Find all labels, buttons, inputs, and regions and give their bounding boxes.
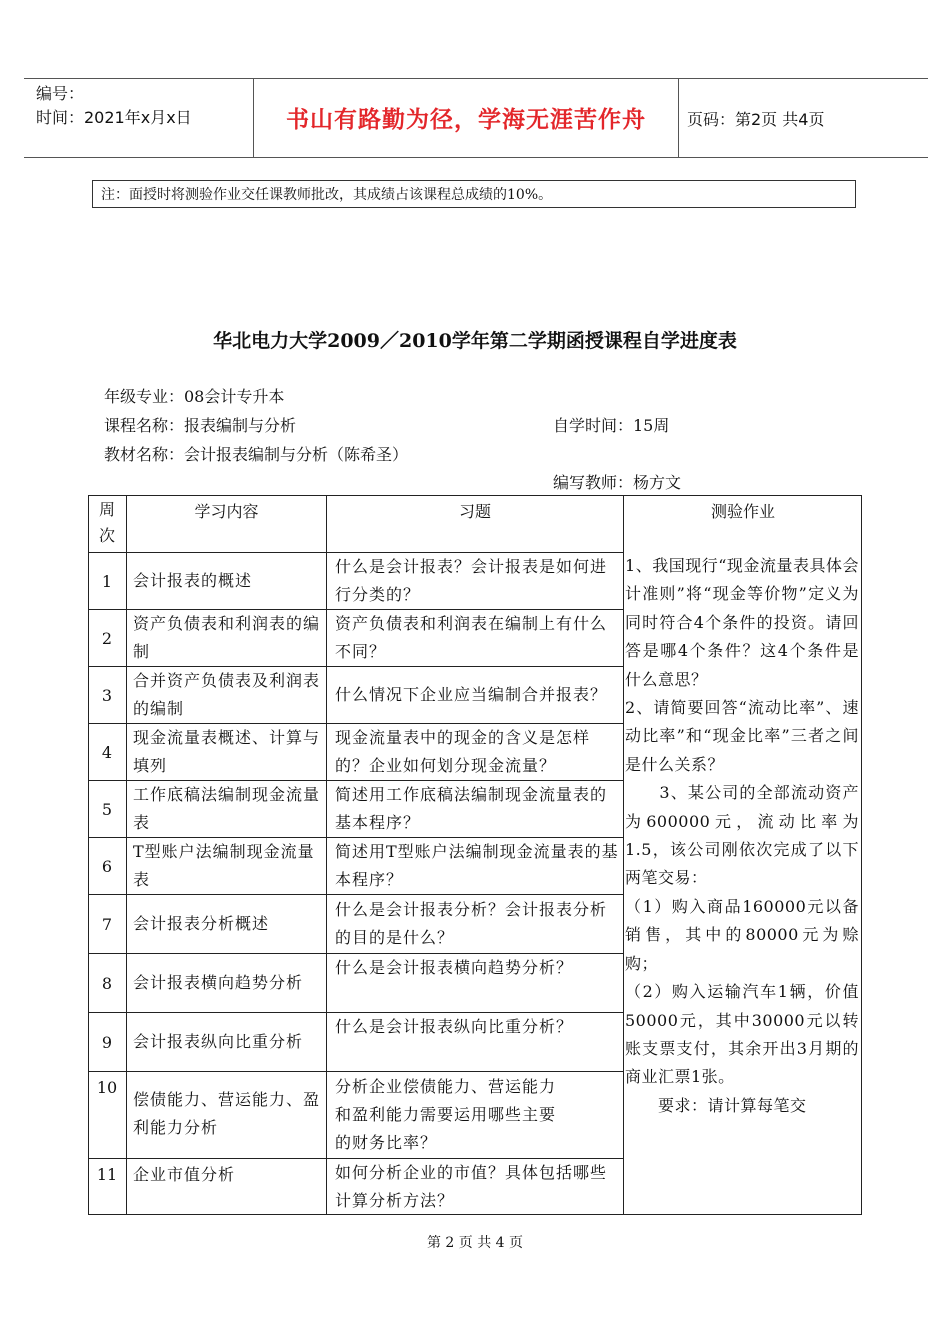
content-cell (126, 953, 326, 1012)
exercise-cell (326, 666, 623, 723)
week-cell: 1 (88, 552, 126, 609)
content-text: 会计报表的概述 (133, 571, 253, 590)
meta-course: 课程名称：报表编制与分析 (104, 416, 297, 435)
exercise-cell (326, 552, 623, 609)
content-cell (126, 609, 326, 666)
header-week (88, 495, 126, 552)
exercise-text: 简述用T型账户法编制现金流量表的基本程序？ (335, 842, 619, 889)
exercise-cell (326, 837, 623, 894)
header-left-cell (24, 79, 254, 157)
week-cell: 5 (88, 780, 126, 837)
content-text: 合并资产负债表及利润表的编制 (133, 671, 321, 718)
content-text: 偿债能力、营运能力、盈利能力分析 (133, 1090, 321, 1137)
header-exercise: 习题 (326, 495, 623, 552)
exercise-cell (326, 780, 623, 837)
exercise-text: 什么是会计报表？会计报表是如何进行分类的？ (335, 557, 608, 604)
exercise-cell (326, 609, 623, 666)
header-week-label: 周次 (98, 500, 115, 545)
header-content: 学习内容 (126, 495, 326, 552)
exercise-cell (326, 1012, 623, 1071)
content-text: 现金流量表概述、计算与填列 (133, 728, 321, 775)
page-title: 华北电力大学2009／2010学年第二学期函授课程自学进度表 (213, 330, 737, 352)
header-page-label: 页码：第2页 共4页 (687, 110, 825, 129)
content-cell (126, 723, 326, 780)
document-time-label: 时间：2021年x月x日 (36, 108, 192, 127)
exercise-text: 现金流量表中的现金的含义是怎样的？企业如何划分现金流量？ (335, 728, 591, 775)
week-cell: 8 (88, 953, 126, 1012)
exercise-text: 分析企业偿债能力、营运能力和盈利能力需要运用哪些主要的财务比率？ (335, 1077, 557, 1152)
content-text: 工作底稿法编制现金流量表 (133, 785, 321, 832)
content-text: 会计报表分析概述 (133, 914, 270, 933)
exercise-text: 简述用工作底稿法编制现金流量表的基本程序？ (335, 785, 608, 832)
meta-grade: 年级专业：08会计专升本 (104, 387, 285, 406)
exercise-cell (326, 953, 623, 1012)
quiz-paragraph-4: （1）购入商品160000元以备销售，其中的80000元为赊购； (625, 896, 859, 973)
exercise-text: 什么是会计报表横向趋势分析？ (335, 958, 574, 977)
week-cell: 10 (88, 1071, 126, 1158)
note-box: 注：面授时将测验作业交任课教师批改，其成绩占该课程总成绩的10%。 (92, 180, 856, 208)
header-motto-cell (254, 79, 679, 157)
document-number-label: 编号： (36, 84, 85, 103)
document-header (24, 78, 928, 158)
week-cell: 11 (88, 1158, 126, 1215)
header-quiz: 测验作业 (623, 495, 862, 1215)
exercise-text: 什么是会计报表分析？会计报表分析的目的是什么？ (335, 900, 608, 947)
content-cell (126, 894, 326, 953)
quiz-paragraph-6: 要求：请计算每笔交 (625, 1095, 807, 1115)
motto-text: 书山有路勤为径，学海无涯苦作舟 (286, 107, 646, 133)
content-cell (126, 837, 326, 894)
meta-textbook: 教材名称：会计报表编制与分析（陈希圣） (104, 445, 409, 464)
content-cell (126, 666, 326, 723)
exercise-text: 什么是会计报表纵向比重分析？ (335, 1017, 574, 1036)
exercise-text: 什么情况下企业应当编制合并报表？ (335, 685, 608, 704)
quiz-paragraph-2: 2、请简要回答“流动比率”、速动比率”和“现金比率”三者之间是什么关系？ (625, 698, 859, 774)
content-cell (126, 1158, 326, 1215)
content-text: T型账户法编制现金流量表 (133, 842, 315, 889)
quiz-text (625, 552, 859, 1120)
week-cell: 6 (88, 837, 126, 894)
week-cell: 2 (88, 609, 126, 666)
week-cell: 9 (88, 1012, 126, 1071)
content-cell (126, 1012, 326, 1071)
meta-self-study-time: 自学时间：15周 (553, 416, 670, 435)
exercise-cell (326, 1071, 623, 1158)
quiz-paragraph-3: 3、某公司的全部流动资产为600000元，流动比率为1.5，该公司刚依次完成了以下两笔交易： (625, 783, 859, 888)
content-text: 企业市值分析 (133, 1165, 236, 1184)
content-cell (126, 1071, 326, 1158)
meta-teacher: 编写教师：杨方文 (553, 473, 682, 492)
content-text: 会计报表纵向比重分析 (133, 1032, 304, 1051)
exercise-cell (326, 723, 623, 780)
page-footer: 第 2 页 共 4 页 (426, 1235, 524, 1251)
week-cell: 4 (88, 723, 126, 780)
content-cell (126, 552, 326, 609)
week-cell: 7 (88, 894, 126, 953)
week-cell: 3 (88, 666, 126, 723)
schedule-table (88, 495, 862, 1215)
exercise-text: 资产负债表和利润表在编制上有什么不同？ (335, 614, 608, 661)
exercise-cell (326, 894, 623, 953)
content-text: 资产负债表和利润表的编制 (133, 614, 321, 661)
quiz-paragraph-5: （2）购入运输汽车1辆，价值50000元，其中30000元以转账支票支付，其余开出3月期的商业汇票1张。 (625, 982, 859, 1087)
content-cell (126, 780, 326, 837)
exercise-text: 如何分析企业的市值？具体包括哪些计算分析方法？ (335, 1163, 608, 1210)
header-page-cell (679, 79, 928, 157)
content-text: 会计报表横向趋势分析 (133, 973, 304, 992)
exercise-cell (326, 1158, 623, 1215)
quiz-paragraph-1: 1、我国现行“现金流量表具体会计准则”将“现金等价物”定义为同时符合4个条件的投资。请回答是哪4个条件？这4个条件是什么意思？ (625, 556, 859, 689)
